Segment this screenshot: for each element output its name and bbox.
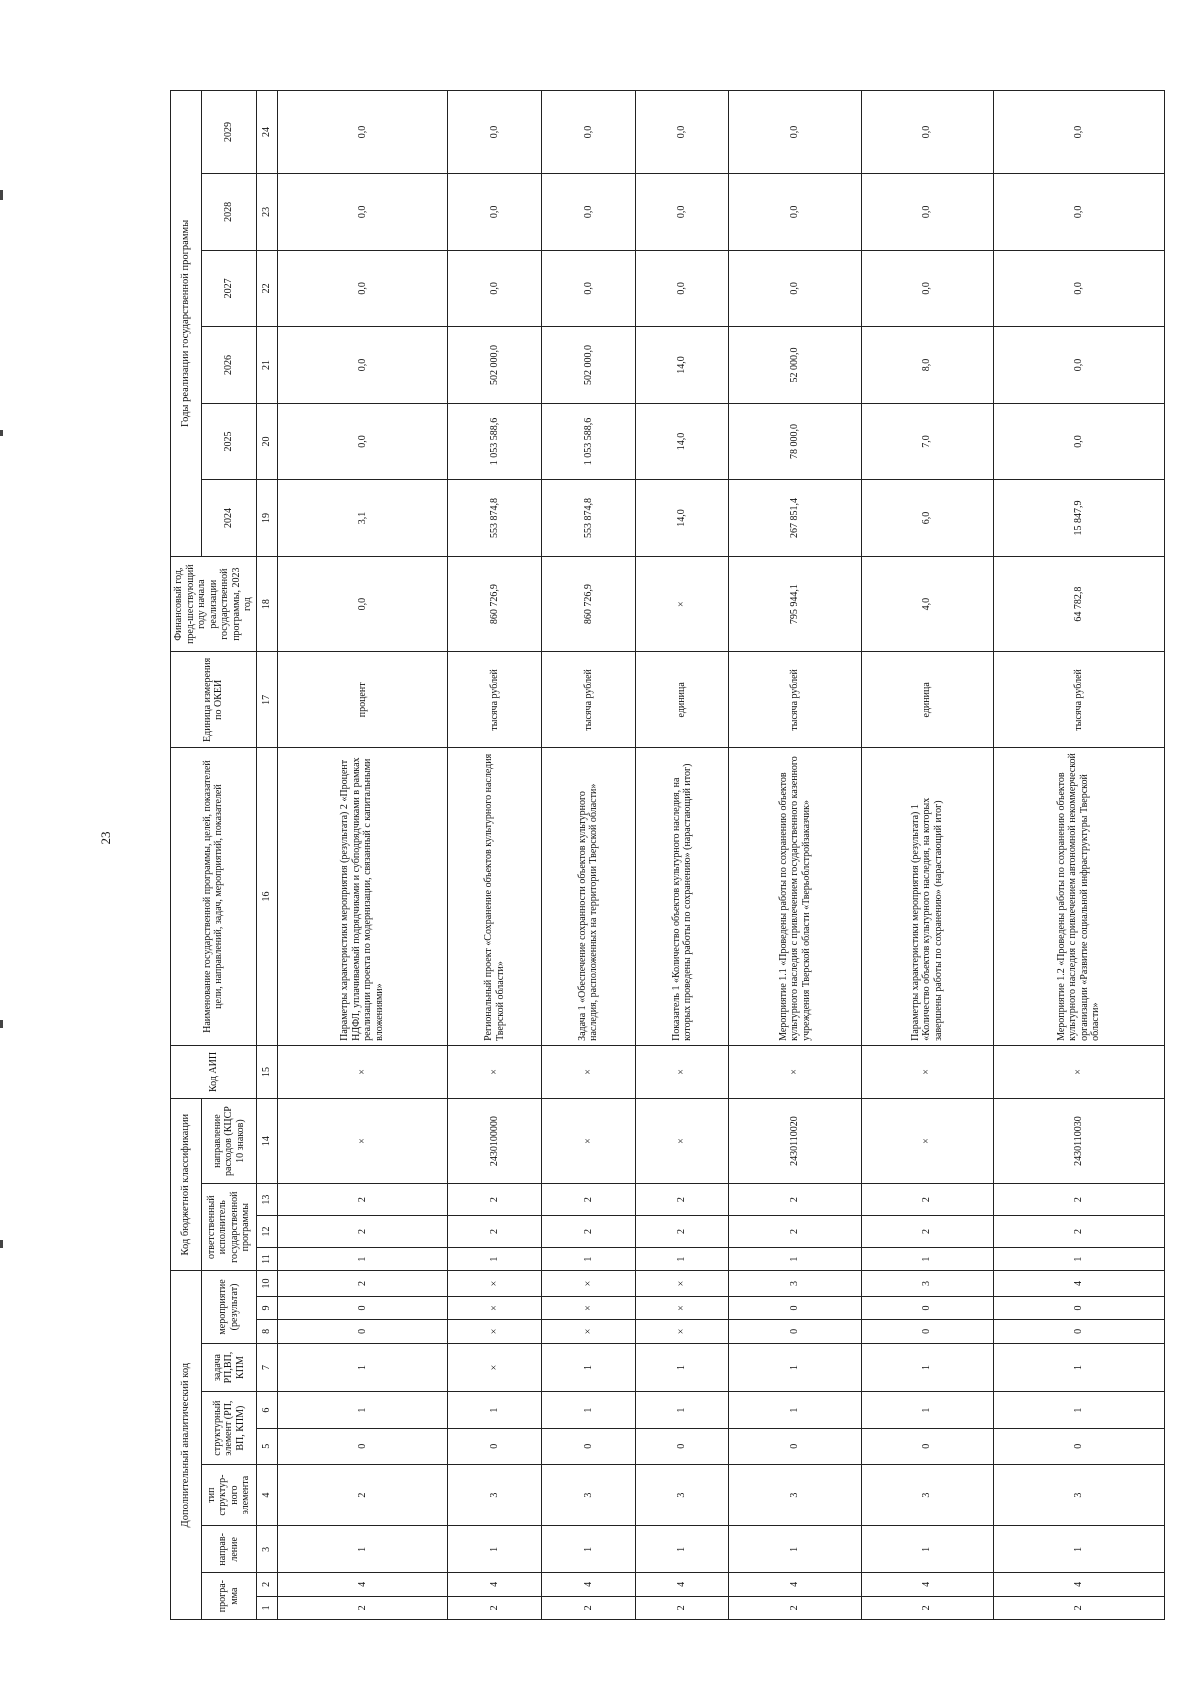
code-cell: 1	[277, 1343, 448, 1392]
col-num: 23	[256, 174, 277, 251]
code-cell: 1	[861, 1526, 993, 1573]
row-year-value: 78 000,0	[729, 403, 861, 480]
row-year-value: 14,0	[635, 327, 729, 404]
code-cell: 2	[993, 1184, 1164, 1216]
header-name: Наименование государственной программы, целей, показателей цели, направлений, задач, мероприятий, показателей	[171, 748, 257, 1046]
code-cell: 3	[861, 1271, 993, 1297]
col-num: 5	[256, 1428, 277, 1464]
code-cell: 2	[277, 1216, 448, 1248]
col-num: 1	[256, 1596, 277, 1619]
code-cell: 1	[277, 1392, 448, 1428]
program-table	[170, 90, 1165, 1620]
row-year-value: 0,0	[635, 250, 729, 327]
code-cell: 1	[541, 1392, 635, 1428]
row-year-value: 0,0	[635, 91, 729, 174]
row-year-value: 6,0	[861, 480, 993, 557]
code-cell: 2430110020	[729, 1099, 861, 1184]
header-meropriyatie: мероприятие (результат)	[202, 1271, 257, 1343]
code-cell: 0	[993, 1296, 1164, 1319]
row-year-value: 8,0	[861, 327, 993, 404]
table-body	[277, 91, 1164, 1620]
row-year-value: 0,0	[541, 174, 635, 251]
header-budget-code: Код бюджетной классификации	[171, 1099, 202, 1271]
row-year-value: 0,0	[861, 174, 993, 251]
code-cell: ×	[448, 1343, 542, 1392]
code-cell: ×	[635, 1296, 729, 1319]
col-num: 9	[256, 1296, 277, 1319]
code-cell: 4	[729, 1573, 861, 1596]
row-name: Показатель 1 «Количество объектов культурного наследия, на которых проведены работы по сохранению» (нарастающий итог)	[635, 748, 729, 1046]
code-cell: 2430110030	[993, 1099, 1164, 1184]
header-unit: Единица измерения по ОКЕИ	[171, 652, 257, 748]
col-num: 6	[256, 1392, 277, 1428]
code-cell: 4	[541, 1573, 635, 1596]
code-cell: 2	[729, 1184, 861, 1216]
code-cell: ×	[541, 1296, 635, 1319]
code-cell: ×	[448, 1271, 542, 1297]
code-cell: 2	[448, 1216, 542, 1248]
code-cell: 3	[729, 1464, 861, 1526]
code-cell: 0	[448, 1428, 542, 1464]
code-cell: 3	[993, 1464, 1164, 1526]
header-napravlenie: направ-ление	[202, 1526, 257, 1573]
code-cell: 0	[729, 1296, 861, 1319]
code-cell: 0	[277, 1320, 448, 1343]
code-cell: 2	[993, 1596, 1164, 1619]
code-cell: 1	[541, 1247, 635, 1270]
col-num: 14	[256, 1099, 277, 1184]
header-kod-aip: Код АИП	[171, 1045, 257, 1098]
row-year-value: 7,0	[861, 403, 993, 480]
row-name: Параметры характеристики мероприятия (результата) 2 «Процент НДФЛ, уплачиваемый подрядчиками и субподрядчиками в рамках реализации проекта по модернизации, связанный с капитальными вложениями»	[277, 748, 448, 1046]
code-cell: 1	[993, 1343, 1164, 1392]
col-num: 20	[256, 403, 277, 480]
code-cell: 1	[541, 1343, 635, 1392]
code-cell: 3	[729, 1271, 861, 1297]
col-num: 13	[256, 1184, 277, 1216]
row-year-value: 0,0	[861, 250, 993, 327]
col-num: 15	[256, 1045, 277, 1098]
code-cell: ×	[277, 1099, 448, 1184]
header-year-2026: 2026	[202, 327, 257, 404]
header-years-group: Годы реализации государственной программы	[171, 91, 202, 557]
row-year-value: 0,0	[993, 91, 1164, 174]
code-cell: ×	[541, 1320, 635, 1343]
col-num: 16	[256, 748, 277, 1046]
code-cell: 1	[277, 1247, 448, 1270]
code-cell: 1	[448, 1247, 542, 1270]
row-year-value: 0,0	[635, 174, 729, 251]
header-year-2028: 2028	[202, 174, 257, 251]
code-cell: 2	[993, 1216, 1164, 1248]
col-num: 18	[256, 556, 277, 652]
code-cell: ×	[635, 1099, 729, 1184]
code-cell: 0	[729, 1320, 861, 1343]
code-cell: 1	[861, 1247, 993, 1270]
table-row	[448, 91, 542, 1620]
col-num: 24	[256, 91, 277, 174]
row-year-value: 0,0	[277, 327, 448, 404]
row-year-value: 502 000,0	[541, 327, 635, 404]
code-cell: 1	[635, 1247, 729, 1270]
code-cell: 1	[729, 1392, 861, 1428]
header-zadacha: задача РП,ВП, КПМ	[202, 1343, 257, 1392]
col-num: 2	[256, 1573, 277, 1596]
row-year-value: 0,0	[277, 91, 448, 174]
header-struct: структурный элемент (РП, ВП, КПМ)	[202, 1392, 257, 1464]
code-cell: 4	[993, 1271, 1164, 1297]
table-row	[861, 91, 993, 1620]
row-name: Региональный проект «Сохранение объектов культурного наследия Тверской области»	[448, 748, 542, 1046]
code-cell: ×	[541, 1271, 635, 1297]
code-cell: ×	[448, 1296, 542, 1319]
code-cell: 0	[861, 1428, 993, 1464]
code-cell: 1	[729, 1343, 861, 1392]
code-cell: 4	[635, 1573, 729, 1596]
row-year-value: 502 000,0	[448, 327, 542, 404]
row-year-value: 14,0	[635, 403, 729, 480]
row-fin-year: ×	[635, 556, 729, 652]
code-cell: 1	[635, 1343, 729, 1392]
col-num: 17	[256, 652, 277, 748]
code-cell: 1	[277, 1526, 448, 1573]
row-fin-year: 795 944,1	[729, 556, 861, 652]
row-year-value: 3,1	[277, 480, 448, 557]
col-num: 22	[256, 250, 277, 327]
col-num: 3	[256, 1526, 277, 1573]
header-year-2029: 2029	[202, 91, 257, 174]
row-year-value: 553 874,8	[541, 480, 635, 557]
code-cell: 2	[448, 1184, 542, 1216]
row-year-value: 1 053 588,6	[541, 403, 635, 480]
row-year-value: 0,0	[993, 174, 1164, 251]
code-cell: 2	[861, 1184, 993, 1216]
row-unit: единица	[635, 652, 729, 748]
code-cell: ×	[448, 1320, 542, 1343]
code-cell: 2	[277, 1271, 448, 1297]
code-cell: ×	[993, 1045, 1164, 1098]
code-cell: 1	[729, 1526, 861, 1573]
code-cell: ×	[635, 1271, 729, 1297]
page-number: 23	[98, 831, 113, 845]
code-cell: ×	[635, 1045, 729, 1098]
row-unit: тысяча рублей	[993, 652, 1164, 748]
header-otv: ответственный исполнитель государственной программы	[202, 1184, 257, 1271]
code-cell: 4	[448, 1573, 542, 1596]
row-year-value: 0,0	[277, 250, 448, 327]
code-cell: 1	[993, 1526, 1164, 1573]
row-year-value: 0,0	[541, 91, 635, 174]
row-year-value: 0,0	[277, 174, 448, 251]
col-num: 8	[256, 1320, 277, 1343]
code-cell: 2	[861, 1596, 993, 1619]
row-year-value: 0,0	[448, 174, 542, 251]
row-unit: тысяча рублей	[448, 652, 542, 748]
header-year-2024: 2024	[202, 480, 257, 557]
code-cell: 0	[635, 1428, 729, 1464]
row-year-value: 0,0	[993, 327, 1164, 404]
table-row	[729, 91, 861, 1620]
code-cell: 2	[448, 1596, 542, 1619]
code-cell: 2430100000	[448, 1099, 542, 1184]
col-num: 21	[256, 327, 277, 404]
row-year-value: 0,0	[448, 91, 542, 174]
row-fin-year: 0,0	[277, 556, 448, 652]
code-cell: 2	[541, 1184, 635, 1216]
code-cell: ×	[729, 1045, 861, 1098]
header-dop-code: Дополнительный аналитический код	[171, 1271, 202, 1620]
row-fin-year: 64 782,8	[993, 556, 1164, 652]
header-year-2027: 2027	[202, 250, 257, 327]
code-cell: 4	[993, 1573, 1164, 1596]
header-programma: програ-мма	[202, 1573, 257, 1620]
header-napr-rash: направление расходов (КЦСР 10 знаков)	[202, 1099, 257, 1184]
code-cell: 3	[861, 1464, 993, 1526]
code-cell: 0	[277, 1296, 448, 1319]
code-cell: 2	[729, 1596, 861, 1619]
header-fin-year: Финансовый год, пред-шествующий году начала реализации государственной программы, 2023 год	[171, 556, 257, 652]
code-cell: ×	[861, 1045, 993, 1098]
code-cell: 1	[635, 1526, 729, 1573]
row-name: Параметры характеристики мероприятия (результата) 1 «Количество объектов культурного наследия, на которых завершены работы по сохранению» (нарастающий итог)	[861, 748, 993, 1046]
code-cell: ×	[541, 1099, 635, 1184]
row-year-value: 267 851,4	[729, 480, 861, 557]
code-cell: 1	[448, 1526, 542, 1573]
col-num: 12	[256, 1216, 277, 1248]
row-year-value: 0,0	[277, 403, 448, 480]
code-cell: 1	[729, 1247, 861, 1270]
row-name: Мероприятие 1.2 «Проведены работы по сохранению объектов культурного наследия с привлечением автономной некоммерческой организации «Развитие социальной инфраструктуры Тверской области»	[993, 748, 1164, 1046]
code-cell: 2	[729, 1216, 861, 1248]
row-fin-year: 4,0	[861, 556, 993, 652]
row-year-value: 0,0	[729, 250, 861, 327]
row-year-value: 0,0	[729, 91, 861, 174]
table-row	[277, 91, 448, 1620]
code-cell: 2	[541, 1596, 635, 1619]
column-numbers-row	[256, 91, 277, 1620]
binding-marks	[0, 0, 6, 1701]
code-cell: 0	[541, 1428, 635, 1464]
code-cell: 2	[635, 1184, 729, 1216]
row-year-value: 0,0	[993, 250, 1164, 327]
col-num: 19	[256, 480, 277, 557]
code-cell: ×	[448, 1045, 542, 1098]
row-year-value: 0,0	[448, 250, 542, 327]
row-unit: тысяча рублей	[541, 652, 635, 748]
row-unit: единица	[861, 652, 993, 748]
row-year-value: 52 000,0	[729, 327, 861, 404]
row-year-value: 0,0	[729, 174, 861, 251]
row-name: Мероприятие 1.1 «Проведены работы по сохранению объектов культурного наследия с привлечением государственного казенного учреждения Тверской области «Тверьоблстройзаказчик»	[729, 748, 861, 1046]
code-cell: 1	[993, 1392, 1164, 1428]
row-year-value: 1 053 588,6	[448, 403, 542, 480]
col-num: 4	[256, 1464, 277, 1526]
code-cell: 2	[861, 1216, 993, 1248]
code-cell: 0	[277, 1428, 448, 1464]
table-row	[635, 91, 729, 1620]
code-cell: ×	[541, 1045, 635, 1098]
col-num: 11	[256, 1247, 277, 1270]
code-cell: 1	[861, 1343, 993, 1392]
row-name: Задача 1 «Обеспечение сохранности объектов культурного наследия, расположенных на территории Тверской области»	[541, 748, 635, 1046]
code-cell: ×	[861, 1099, 993, 1184]
code-cell: 1	[635, 1392, 729, 1428]
rotated-table-container	[170, 90, 1110, 1620]
row-year-value: 15 847,9	[993, 480, 1164, 557]
code-cell: 1	[993, 1247, 1164, 1270]
code-cell: 2	[635, 1216, 729, 1248]
row-unit: процент	[277, 652, 448, 748]
code-cell: 2	[635, 1596, 729, 1619]
code-cell: ×	[635, 1320, 729, 1343]
code-cell: 1	[448, 1392, 542, 1428]
code-cell: 2	[277, 1596, 448, 1619]
code-cell: 0	[993, 1428, 1164, 1464]
header-year-2025: 2025	[202, 403, 257, 480]
row-fin-year: 860 726,9	[541, 556, 635, 652]
code-cell: 0	[993, 1320, 1164, 1343]
col-num: 10	[256, 1271, 277, 1297]
code-cell: 4	[861, 1573, 993, 1596]
col-num: 7	[256, 1343, 277, 1392]
row-unit: тысяча рублей	[729, 652, 861, 748]
row-year-value: 0,0	[861, 91, 993, 174]
row-year-value: 14,0	[635, 480, 729, 557]
code-cell: ×	[277, 1045, 448, 1098]
code-cell: 1	[861, 1392, 993, 1428]
code-cell: 3	[635, 1464, 729, 1526]
code-cell: 4	[277, 1573, 448, 1596]
code-cell: 3	[448, 1464, 542, 1526]
code-cell: 3	[541, 1464, 635, 1526]
row-fin-year: 860 726,9	[448, 556, 542, 652]
code-cell: 0	[861, 1296, 993, 1319]
row-year-value: 0,0	[993, 403, 1164, 480]
header-tip: тип структур-ного элемента	[202, 1464, 257, 1526]
code-cell: 2	[277, 1184, 448, 1216]
row-year-value: 0,0	[541, 250, 635, 327]
code-cell: 0	[861, 1320, 993, 1343]
row-year-value: 553 874,8	[448, 480, 542, 557]
table-row	[541, 91, 635, 1620]
code-cell: 2	[541, 1216, 635, 1248]
code-cell: 2	[277, 1464, 448, 1526]
code-cell: 0	[729, 1428, 861, 1464]
code-cell: 1	[541, 1526, 635, 1573]
table-row	[993, 91, 1164, 1620]
